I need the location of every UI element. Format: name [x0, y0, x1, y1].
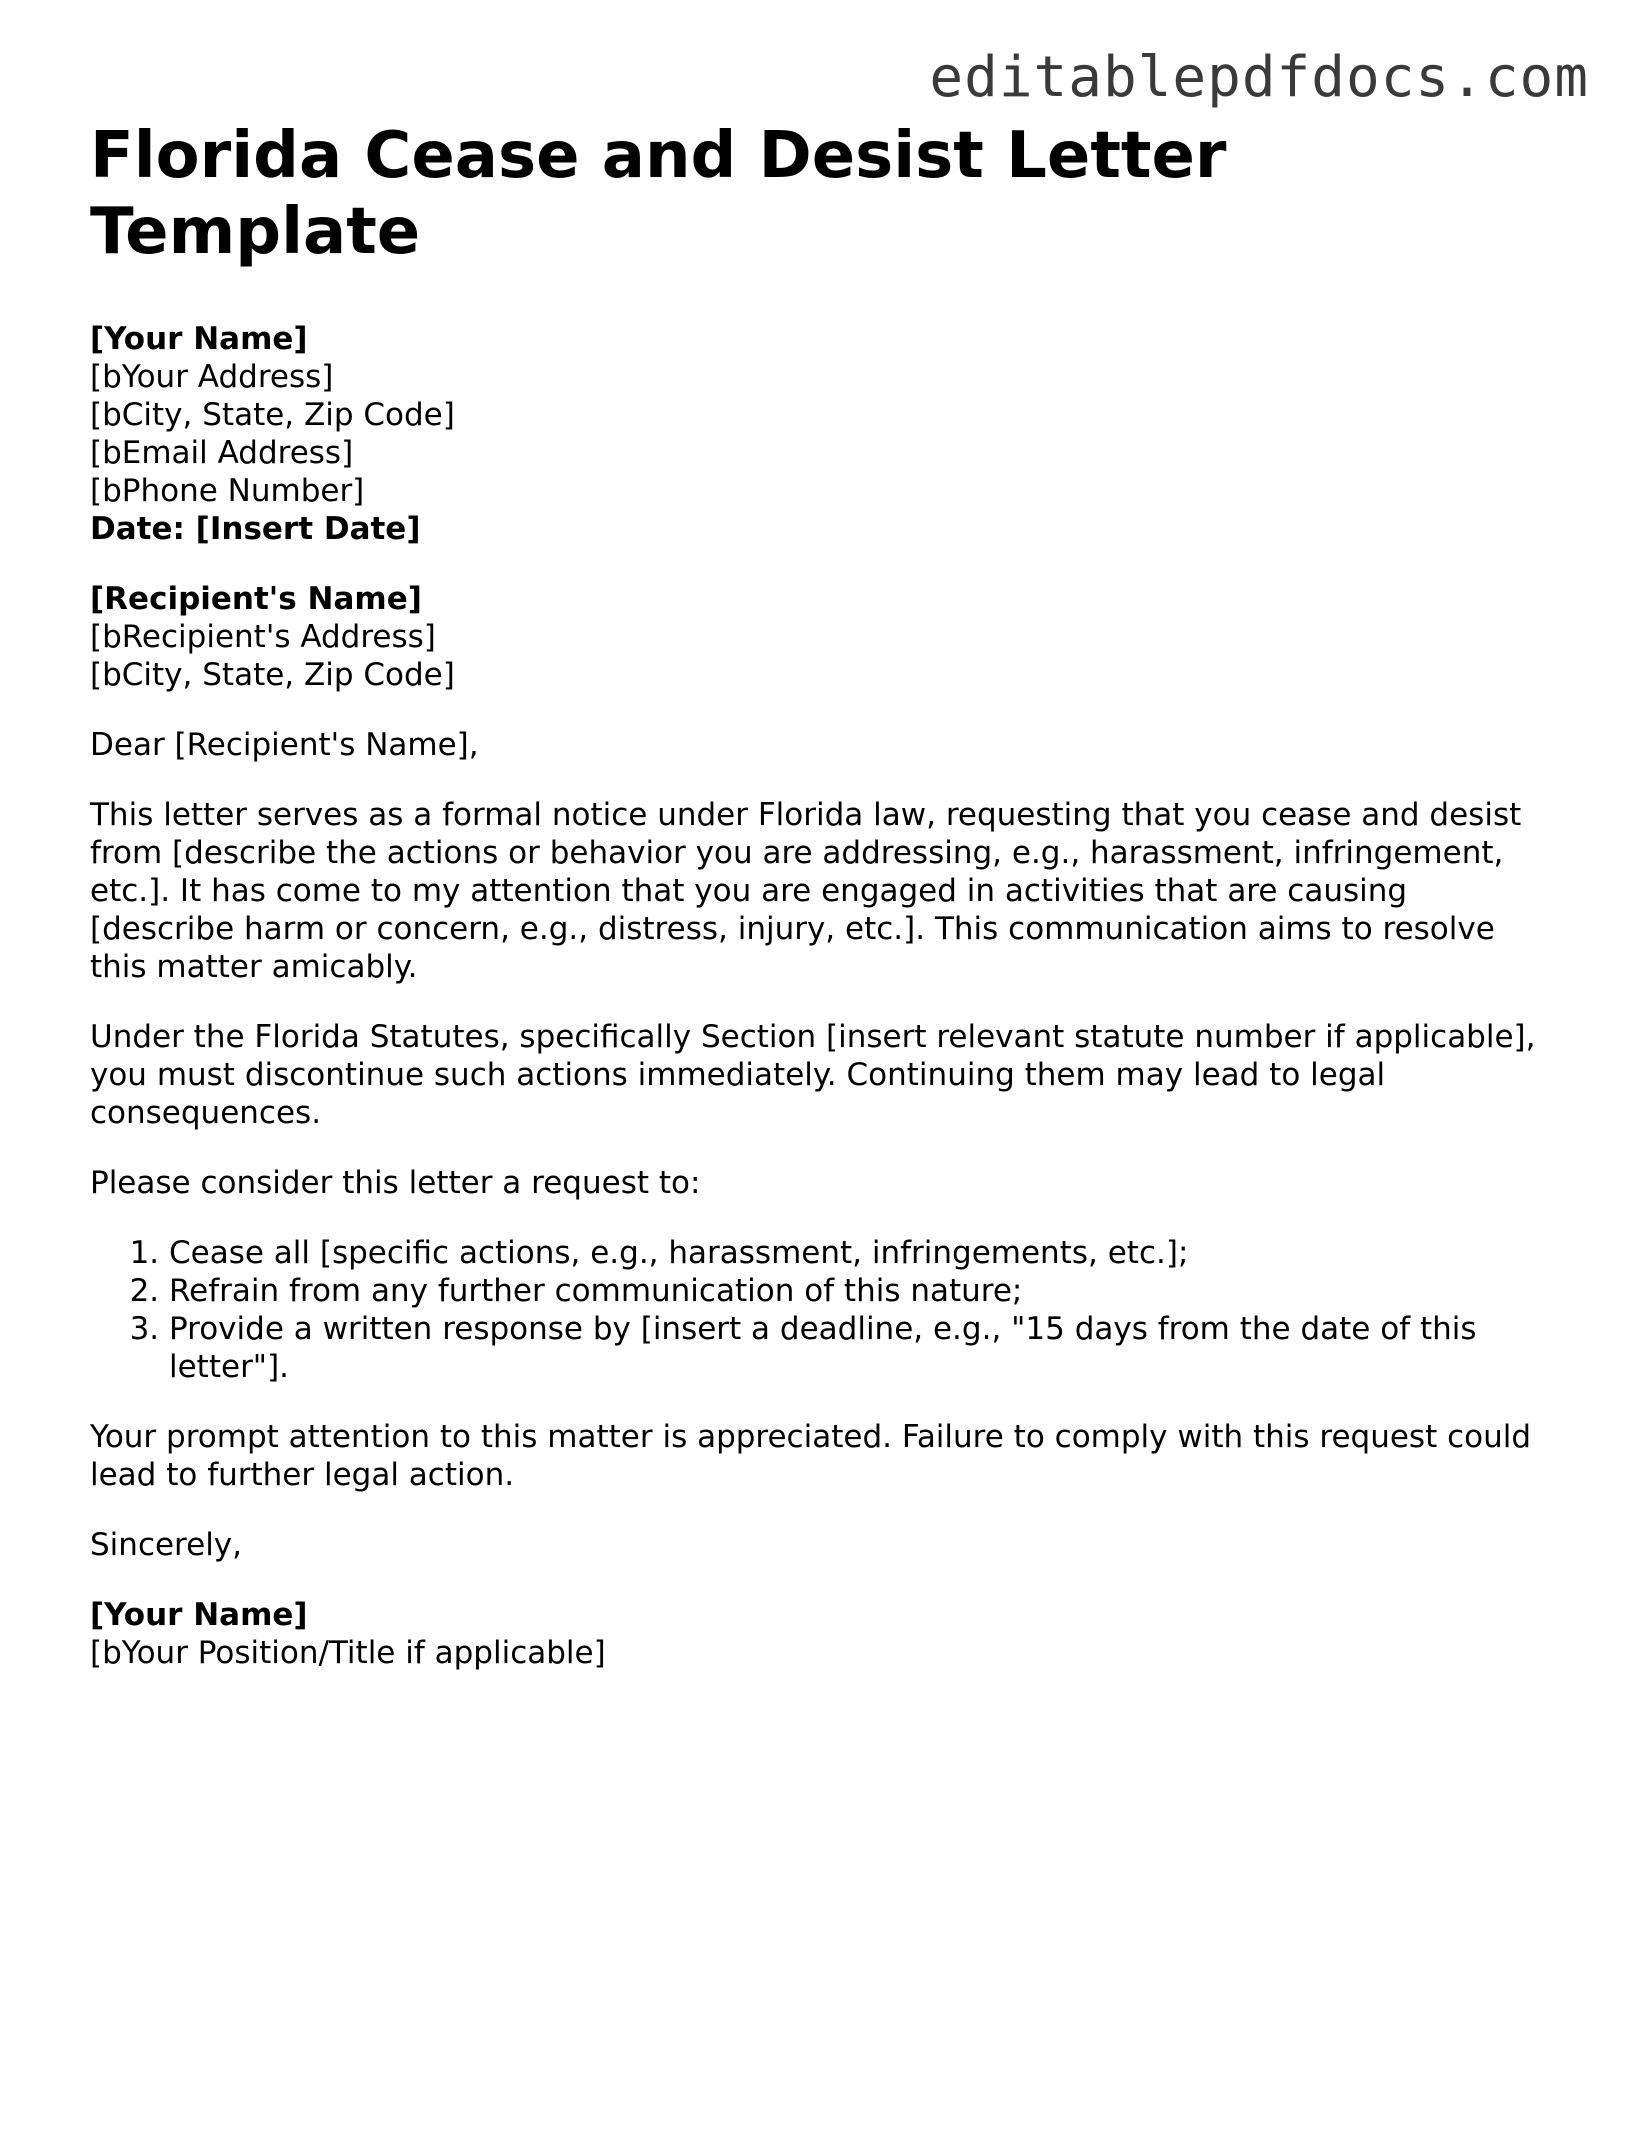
signature-name: [Your Name] — [90, 1597, 308, 1633]
sender-city-state-zip: [bCity, State, Zip Code] — [90, 397, 455, 433]
letter-page — [90, 118, 1560, 1704]
sender-name: [Your Name] — [90, 321, 308, 357]
sign-off: Sincerely, — [90, 1527, 243, 1563]
sender-block — [90, 320, 1560, 548]
recipient-block — [90, 580, 1560, 694]
signature-block — [90, 1596, 1560, 1672]
watermark-site-name: editablepdfdocs.com — [929, 45, 1589, 110]
request-item-refrain: 2. Refrain from any further communication of this nature; — [169, 1272, 1560, 1310]
signature-position: [bYour Position/Title if applicable] — [90, 1635, 606, 1671]
body-paragraph-notice: This letter serves as a formal notice under Florida law, requesting that you cease and desist from [describe the actions or behavior you are addressing, e.g., harassment, infringement, etc.]. It has come to my attention that you are engaged in activities that are causing [describe harm or concern, e.g., distress, injury, etc.]. This communication aims to resolve this matter amicably. — [90, 797, 1522, 985]
recipient-name: [Recipient's Name] — [90, 581, 422, 617]
body-paragraph-statute: Under the Florida Statutes, specifically Section [insert relevant statute number if applicable], you must discontinue such actions immediately. Continuing them may lead to legal consequences. — [90, 1019, 1536, 1131]
sender-address: [bYour Address] — [90, 359, 334, 395]
letter-date: Date: [Insert Date] — [90, 511, 421, 547]
sender-email: [bEmail Address] — [90, 435, 354, 471]
sender-phone: [bPhone Number] — [90, 473, 365, 509]
body-paragraph-request-intro: Please consider this letter a request to: — [90, 1165, 701, 1201]
request-item-response: 3. Provide a written response by [insert a deadline, e.g., "15 days from the date of this letter"]. — [169, 1310, 1560, 1386]
recipient-address: [bRecipient's Address] — [90, 619, 436, 655]
request-list — [90, 1234, 1560, 1386]
recipient-city-state-zip: [bCity, State, Zip Code] — [90, 657, 455, 693]
document-title: Florida Cease and Desist Letter Template — [90, 119, 1227, 269]
closing-paragraph: Your prompt attention to this matter is appreciated. Failure to comply with this request could lead to further legal action. — [90, 1419, 1532, 1493]
salutation: Dear [Recipient's Name], — [90, 727, 479, 763]
request-item-cease: 1. Cease all [specific actions, e.g., harassment, infringements, etc.]; — [169, 1234, 1560, 1272]
